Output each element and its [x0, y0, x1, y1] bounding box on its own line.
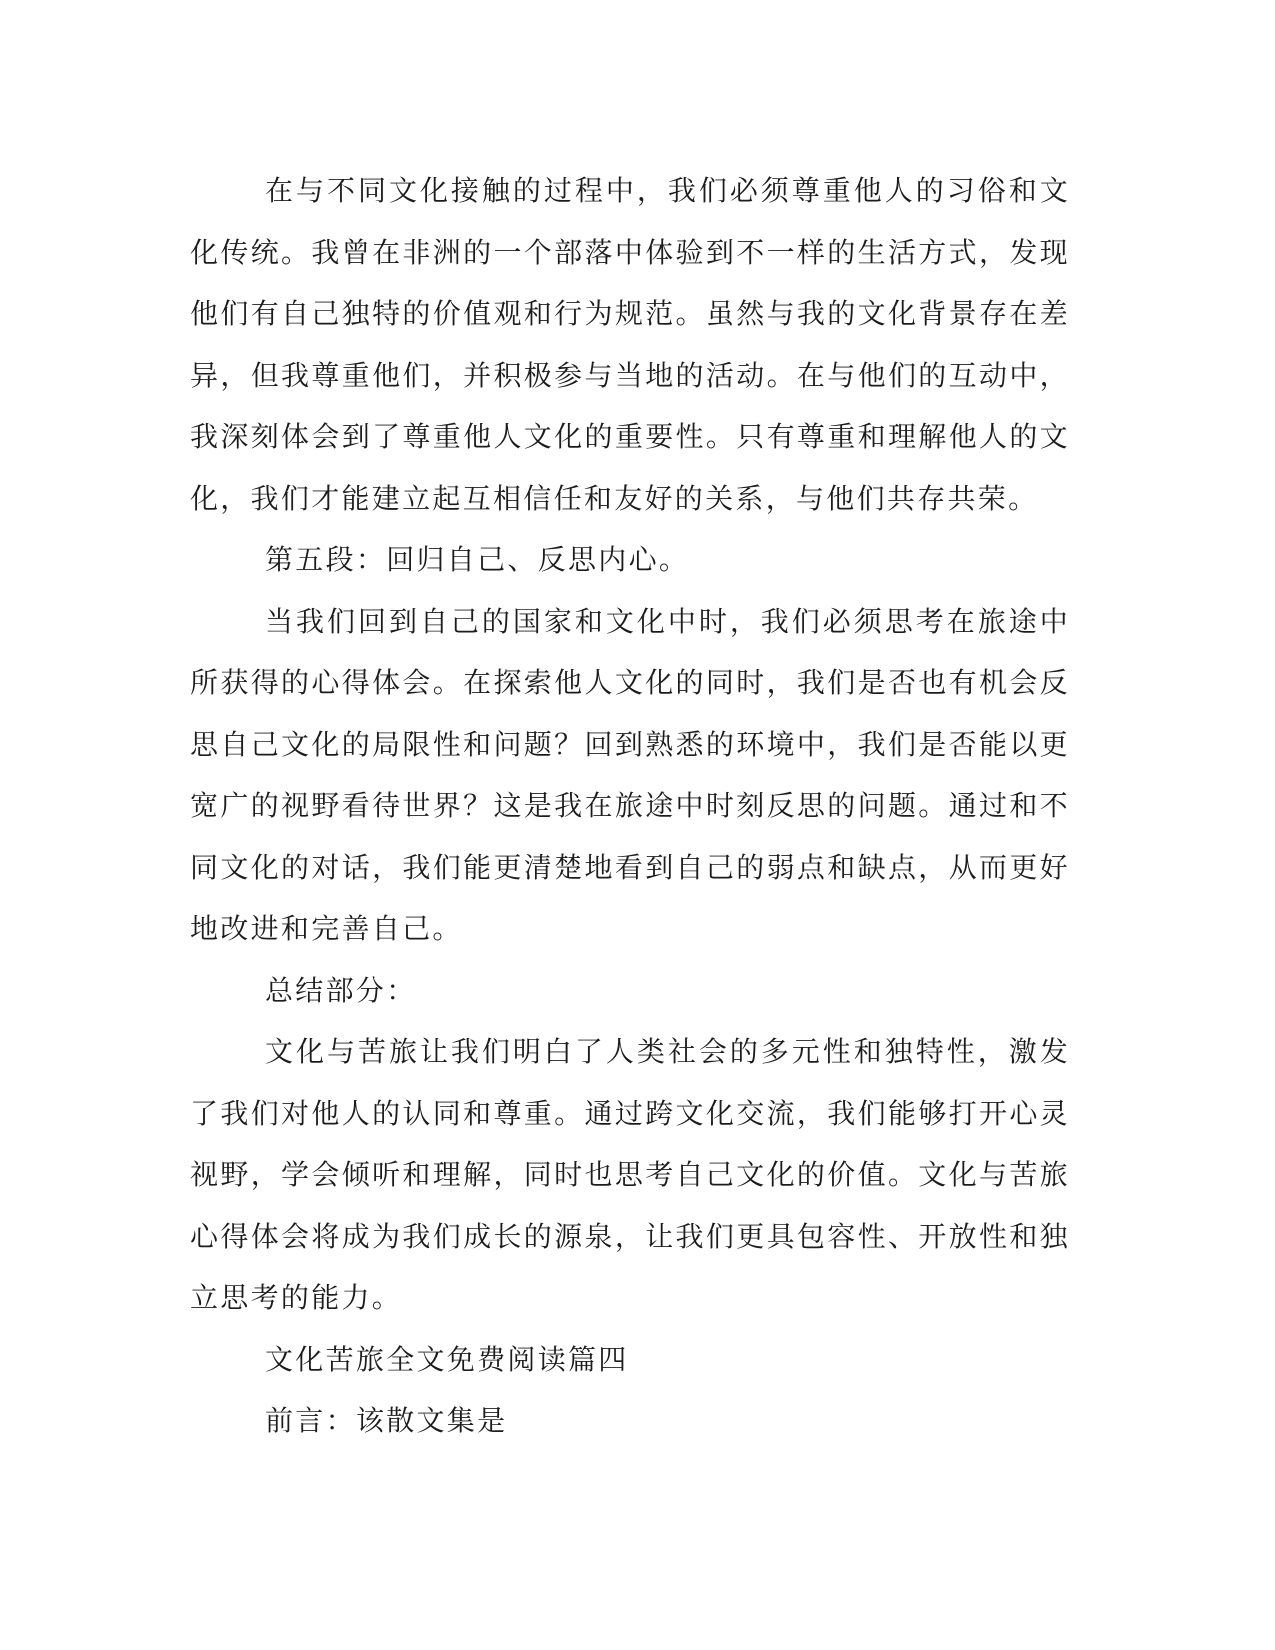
paragraph-self-reflection: 当我们回到自己的国家和文化中时，我们必须思考在旅途中所获得的心得体会。在探索他人文化的同时，我们是否也有机会反思自己文化的局限性和问题？回到熟悉的环境中，我们是否能以更宽广的视野看待世界？这是我在旅途中时刻反思的问题。通过和不同文化的对话，我们能更清楚地看到自己的弱点和缺点，从而更好地改进和完善自己。: [190, 604, 1070, 945]
paragraph-summary: 文化与苦旅让我们明白了人类社会的多元性和独特性，激发了我们对他人的认同和尊重。通过跨文化交流，我们能够打开心灵视野，学会倾听和理解，同时也思考自己文化的价值。文化与苦旅心得体会将成为我们成长的源泉，让我们更具包容性、开放性和独立思考的能力。: [190, 1035, 1070, 1314]
article-title-part-four: 文化苦旅全文免费阅读篇四: [265, 1342, 629, 1376]
paragraph-respect-cultures: 在与不同文化接触的过程中，我们必须尊重他人的习俗和文化传统。我曾在非洲的一个部落中体验到不一样的生活方式，发现他们有自己独特的价值观和行为规范。虽然与我的文化背景存在差异，但我尊重他们，并积极参与当地的活动。在与他们的互动中，我深刻体会到了尊重他人文化的重要性。只有尊重和理解他人的文化，我们才能建立起互相信任和友好的关系，与他们共存共荣。: [190, 174, 1070, 515]
paragraph-preface: 前言：该散文集是: [265, 1404, 508, 1437]
section-heading-summary: 总结部分：: [265, 973, 417, 1007]
document-body: [190, 160, 1070, 1452]
section-heading-part-five: 第五段：回归自己、反思内心。: [265, 543, 690, 576]
